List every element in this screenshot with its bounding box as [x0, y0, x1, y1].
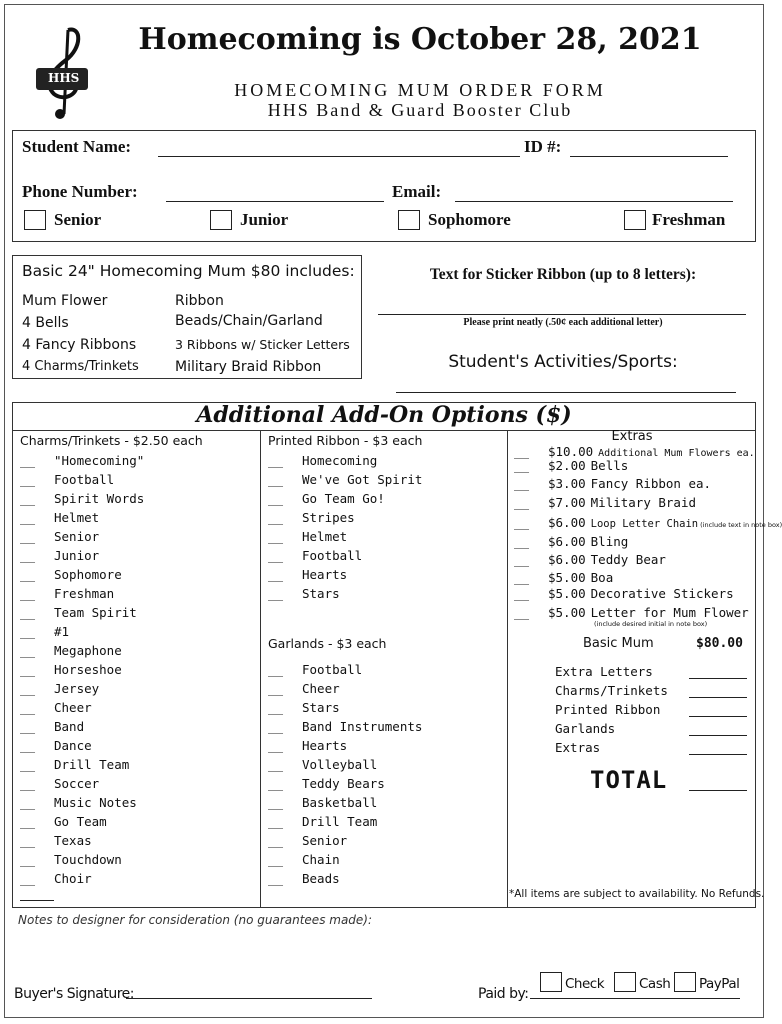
checkbox-line[interactable]: __ — [20, 681, 36, 696]
charm-option[interactable] — [20, 795, 137, 810]
charm-option[interactable] — [20, 662, 122, 677]
grade-senior[interactable] — [24, 210, 101, 230]
checkbox-line[interactable]: __ — [268, 529, 284, 544]
option-label: Homecoming — [302, 453, 378, 468]
checkbox-line[interactable]: __ — [20, 814, 36, 829]
extra-label: Military Braid — [590, 495, 696, 510]
option-label: Stars — [302, 700, 340, 715]
charm-option[interactable] — [20, 567, 122, 582]
extra-option[interactable] — [514, 444, 755, 459]
option-label: Stripes — [302, 510, 355, 525]
option-label: Band Instruments — [302, 719, 423, 734]
option-label: Music Notes — [54, 795, 137, 810]
charm-option[interactable] — [20, 757, 129, 772]
charm-option[interactable] — [20, 605, 137, 620]
option-label: Football — [302, 662, 363, 677]
basic-left-0: Mum Flower — [22, 293, 108, 309]
option-label: Chain — [302, 852, 340, 867]
activities-field[interactable] — [396, 376, 736, 393]
option-label: Megaphone — [54, 643, 122, 658]
checkbox-line[interactable]: __ — [20, 510, 36, 525]
extra-label: Fancy Ribbon ea. — [590, 476, 712, 491]
extra-label: Teddy Bear — [590, 552, 666, 567]
checkbox-line[interactable]: __ — [20, 624, 36, 639]
extra-label: Bling — [590, 534, 629, 549]
checkbox-line[interactable]: __ — [20, 852, 36, 867]
checkbox-line[interactable]: __ — [268, 586, 284, 601]
checkbox-line[interactable]: __ — [20, 491, 36, 506]
basic-mum-price: $80.00 — [696, 636, 743, 651]
option-label: Spirit Words — [54, 491, 145, 506]
checkbox-line[interactable]: __ — [268, 833, 284, 848]
checkbox-line[interactable]: __ — [268, 472, 284, 487]
basic-mum-total-label: Basic Mum — [583, 636, 654, 651]
basic-right-1: Beads/Chain/Garland — [175, 313, 323, 329]
payment-check[interactable] — [540, 972, 604, 992]
garland-option[interactable] — [268, 700, 340, 715]
student-name-field[interactable] — [158, 140, 520, 157]
checkbox-line[interactable]: __ — [268, 662, 284, 677]
total-line-field[interactable] — [689, 723, 747, 736]
checkbox-line[interactable]: __ — [268, 814, 284, 829]
id-label: ID #: — [524, 137, 562, 156]
garland-option[interactable] — [268, 795, 377, 810]
treble-clef-logo — [24, 22, 104, 122]
extras-header: Extras — [611, 429, 653, 444]
extra-option[interactable] — [514, 515, 782, 530]
option-label: Basketball — [302, 795, 378, 810]
option-label: Volleyball — [302, 757, 378, 772]
option-label: Drill Team — [302, 814, 378, 829]
extra-price: $6.00 — [548, 515, 586, 530]
checkbox-line[interactable]: __ — [268, 795, 284, 810]
extra-note: (include desired initial in note box) — [594, 620, 708, 628]
checkbox-line[interactable]: __ — [514, 534, 530, 549]
option-label: Jersey — [54, 681, 100, 696]
charm-option[interactable] — [20, 624, 69, 639]
option-label: Senior — [302, 833, 348, 848]
total-line-label: Printed Ribbon — [555, 702, 661, 717]
garland-option[interactable] — [268, 719, 422, 734]
extra-label: Letter for Mum Flower — [590, 605, 749, 620]
ribbon-option[interactable] — [268, 548, 362, 563]
option-label: Beads — [302, 871, 340, 886]
charm-option[interactable] — [20, 529, 99, 544]
checkbox-line[interactable]: __ — [268, 738, 284, 753]
checkbox-line[interactable]: __ — [20, 567, 36, 582]
garland-option[interactable] — [268, 871, 340, 886]
garland-option[interactable] — [268, 662, 362, 677]
junior-checkbox[interactable] — [210, 210, 232, 230]
extra-price: $5.00 — [548, 570, 586, 585]
option-label: Stars — [302, 586, 340, 601]
email-label: Email: — [392, 182, 442, 201]
option-label: Hearts — [302, 738, 348, 753]
total-line-label: Extra Letters — [555, 664, 653, 679]
phone-label: Phone Number: — [22, 182, 138, 201]
total-line-label: Extras — [555, 740, 601, 755]
checkbox-line[interactable]: __ — [20, 662, 36, 677]
notes-label: Notes to designer for consideration (no guarantees made): — [18, 913, 373, 927]
paid-by-label: Paid by: — [478, 986, 529, 1002]
checkbox-line[interactable]: __ — [20, 453, 36, 468]
checkbox-line[interactable]: __ — [20, 586, 36, 601]
checkbox-line[interactable]: __ — [514, 444, 530, 459]
payment-label: Cash — [639, 976, 671, 992]
ribbon-option[interactable] — [268, 529, 347, 544]
total-line-field[interactable] — [689, 666, 747, 679]
option-label: Band — [54, 719, 85, 734]
option-label: We've Got Spirit — [302, 472, 423, 487]
activities-label: Student's Activities/Sports: — [448, 352, 678, 372]
checkbox-line[interactable]: __ — [268, 567, 284, 582]
grade-label: Junior — [240, 210, 289, 229]
checkbox-line[interactable]: __ — [20, 700, 36, 715]
option-label: Horseshoe — [54, 662, 122, 677]
extra-price: $6.00 — [548, 534, 586, 549]
charm-option[interactable] — [20, 814, 107, 829]
extra-option[interactable] — [514, 534, 628, 549]
checkbox-line[interactable]: __ — [20, 738, 36, 753]
charm-option[interactable] — [20, 871, 92, 886]
option-label: Choir — [54, 871, 92, 886]
grade-label: Sophomore — [428, 210, 511, 229]
extra-label: Decorative Stickers — [590, 586, 734, 601]
extra-price: $3.00 — [548, 476, 586, 491]
extra-price: $10.00 — [548, 444, 594, 459]
checkbox-line[interactable]: __ — [514, 605, 530, 620]
grade-sophomore[interactable] — [398, 210, 511, 230]
ribbon-option[interactable] — [268, 510, 355, 525]
option-label: Cheer — [54, 700, 92, 715]
checkbox-line[interactable]: __ — [20, 719, 36, 734]
charm-option[interactable] — [20, 586, 114, 601]
extra-option[interactable] — [514, 586, 734, 601]
checkbox-line[interactable]: __ — [20, 643, 36, 658]
payment-label: Check — [565, 976, 605, 992]
checkbox-line[interactable]: __ — [20, 776, 36, 791]
charm-option[interactable] — [20, 510, 99, 525]
checkbox-line[interactable]: __ — [20, 871, 36, 886]
garland-option[interactable] — [268, 852, 340, 867]
charm-option[interactable] — [20, 738, 92, 753]
grade-junior[interactable] — [210, 210, 288, 230]
option-label: Go Team — [54, 814, 107, 829]
checkbox-line[interactable]: __ — [514, 570, 530, 585]
checkbox-line[interactable]: __ — [514, 458, 530, 473]
option-label: Junior — [54, 548, 100, 563]
option-label: Touchdown — [54, 852, 122, 867]
freshman-checkbox[interactable] — [624, 210, 646, 230]
charm-option[interactable] — [20, 453, 144, 468]
basic-left-1: 4 Bells — [22, 315, 69, 331]
payment-cash[interactable] — [614, 972, 670, 992]
extra-price: $5.00 — [548, 586, 586, 601]
extra-price: $2.00 — [548, 458, 586, 473]
charm-option[interactable] — [20, 776, 99, 791]
sticker-note: Please print neatly (.50¢ each additional letter) — [463, 317, 663, 328]
charm-option[interactable] — [20, 491, 144, 506]
option-label: Hearts — [302, 567, 348, 582]
charm-option[interactable] — [20, 852, 122, 867]
charms-header: Charms/Trinkets - $2.50 each — [20, 433, 203, 448]
garland-option[interactable] — [268, 757, 377, 772]
ribbon-option[interactable] — [268, 567, 347, 582]
garland-option[interactable] — [268, 776, 385, 791]
checkbox-line[interactable]: __ — [268, 548, 284, 563]
option-label: Go Team Go! — [302, 491, 385, 506]
charm-option[interactable] — [20, 681, 99, 696]
paypal-checkbox[interactable] — [674, 972, 696, 992]
ribbon-option[interactable] — [268, 472, 422, 487]
basic-right-3: Military Braid Ribbon — [175, 359, 322, 375]
checkbox-line[interactable]: __ — [20, 833, 36, 848]
charm-option[interactable] — [20, 719, 84, 734]
checkbox-line[interactable]: __ — [20, 472, 36, 487]
checkbox-line[interactable]: __ — [268, 852, 284, 867]
extra-label: Bells — [590, 458, 629, 473]
checkbox-line[interactable]: __ — [268, 510, 284, 525]
checkbox-line[interactable]: __ — [20, 529, 36, 544]
extra-note: (include text in note box) — [700, 521, 782, 529]
ribbon-option[interactable] — [268, 491, 385, 506]
sophomore-checkbox[interactable] — [398, 210, 420, 230]
signature-field[interactable] — [126, 984, 372, 999]
charm-option[interactable] — [20, 700, 92, 715]
option-label: Cheer — [302, 681, 340, 696]
ribbon-header: Printed Ribbon - $3 each — [268, 433, 423, 448]
check-checkbox[interactable] — [540, 972, 562, 992]
extra-price: $7.00 — [548, 495, 586, 510]
grade-label: Senior — [54, 210, 102, 229]
option-label: Teddy Bears — [302, 776, 385, 791]
checkbox-line[interactable]: __ — [268, 491, 284, 506]
option-label: Sophomore — [54, 567, 122, 582]
checkbox-line[interactable]: __ — [514, 476, 530, 491]
checkbox-line[interactable]: __ — [268, 871, 284, 886]
option-label: Team Spirit — [54, 605, 137, 620]
total-line-field[interactable] — [689, 742, 747, 755]
extra-price: $5.00 — [548, 605, 586, 620]
page-title: Homecoming is October 28, 2021 — [138, 22, 702, 57]
total-line-label: Charms/Trinkets — [555, 683, 668, 698]
garland-option[interactable] — [268, 738, 347, 753]
option-label: Football — [302, 548, 363, 563]
extra-option[interactable] — [514, 570, 613, 585]
option-label: Senior — [54, 529, 100, 544]
extra-option[interactable] — [514, 552, 666, 567]
total-line-field[interactable] — [689, 704, 747, 717]
org-name: HHS Band & Guard Booster Club — [267, 100, 573, 120]
basic-right-0: Ribbon — [175, 293, 224, 309]
checkbox-line[interactable]: __ — [20, 548, 36, 563]
checkbox-line[interactable]: __ — [514, 515, 530, 530]
extra-option[interactable] — [514, 458, 628, 473]
garland-header: Garlands - $3 each — [268, 636, 387, 651]
extra-option[interactable] — [514, 605, 749, 628]
charm-option[interactable] — [20, 548, 99, 563]
checkbox-line[interactable]: __ — [20, 795, 36, 810]
total-label: TOTAL — [590, 766, 668, 794]
ribbon-option[interactable] — [268, 453, 377, 468]
checkbox-line[interactable]: __ — [20, 757, 36, 772]
basic-left-2: 4 Fancy Ribbons — [22, 337, 137, 353]
email-field[interactable] — [455, 185, 733, 202]
charm-option[interactable] — [20, 472, 114, 487]
checkbox-line[interactable]: __ — [514, 552, 530, 567]
option-label: Dance — [54, 738, 92, 753]
option-label: Soccer — [54, 776, 100, 791]
column-divider-2 — [507, 430, 508, 908]
option-label: Texas — [54, 833, 92, 848]
sticker-ribbon-label: Text for Sticker Ribbon (up to 8 letters): — [429, 266, 697, 283]
logo-text: HHS — [48, 71, 80, 85]
extra-label: Additional Mum Flowers ea. — [598, 448, 755, 459]
signature-label: Buyer's Signature: — [14, 986, 134, 1002]
column-divider-1 — [260, 430, 261, 908]
total-line-field[interactable] — [689, 685, 747, 698]
extra-price: $6.00 — [548, 552, 586, 567]
form-subtitle: HOMECOMING MUM ORDER FORM — [234, 80, 606, 100]
charm-option[interactable] — [20, 833, 92, 848]
option-label: Helmet — [54, 510, 100, 525]
checkbox-line[interactable]: __ — [268, 681, 284, 696]
option-label: Helmet — [302, 529, 348, 544]
payment-paypal[interactable] — [674, 972, 739, 992]
grade-freshman[interactable] — [624, 210, 725, 230]
disclaimer: *All items are subject to availability. No Refunds. — [509, 888, 765, 900]
checkbox-line[interactable]: __ — [268, 453, 284, 468]
checkbox-line[interactable]: __ — [268, 700, 284, 715]
charms-extra-field[interactable] — [20, 892, 54, 901]
garland-option[interactable] — [268, 833, 347, 848]
basic-left-3: 4 Charms/Trinkets — [22, 359, 139, 374]
extra-option[interactable] — [514, 495, 696, 510]
option-label: Football — [54, 472, 115, 487]
checkbox-line[interactable]: __ — [268, 757, 284, 772]
charm-option[interactable] — [20, 643, 122, 658]
checkbox-line[interactable]: __ — [514, 495, 530, 510]
cash-checkbox[interactable] — [614, 972, 636, 992]
senior-checkbox[interactable] — [24, 210, 46, 230]
payment-label: PayPal — [699, 976, 740, 992]
checkbox-line[interactable]: __ — [268, 776, 284, 791]
basic-right-2: 3 Ribbons w/ Sticker Letters — [175, 337, 350, 352]
garland-option[interactable] — [268, 814, 377, 829]
total-field[interactable] — [689, 776, 747, 791]
basic-mum-title: Basic 24" Homecoming Mum $80 includes: — [22, 262, 355, 280]
grade-label: Freshman — [652, 210, 726, 229]
addons-title: Additional Add-On Options ($) — [196, 402, 572, 428]
id-field[interactable] — [570, 140, 728, 157]
option-label: #1 — [54, 624, 70, 639]
extra-option[interactable] — [514, 476, 711, 491]
option-label: Drill Team — [54, 757, 130, 772]
checkbox-line[interactable]: __ — [20, 605, 36, 620]
option-label: "Homecoming" — [54, 453, 145, 468]
extra-label: Boa — [590, 570, 614, 585]
extra-label: Loop Letter Chain — [590, 518, 699, 530]
phone-field[interactable] — [166, 185, 384, 202]
option-label: Freshman — [54, 586, 115, 601]
garland-option[interactable] — [268, 681, 340, 696]
checkbox-line[interactable]: __ — [268, 719, 284, 734]
checkbox-line[interactable]: __ — [514, 586, 530, 601]
total-line-label: Garlands — [555, 721, 616, 736]
ribbon-option[interactable] — [268, 586, 340, 601]
sticker-ribbon-field[interactable] — [378, 300, 746, 315]
student-name-label: Student Name: — [22, 137, 132, 156]
